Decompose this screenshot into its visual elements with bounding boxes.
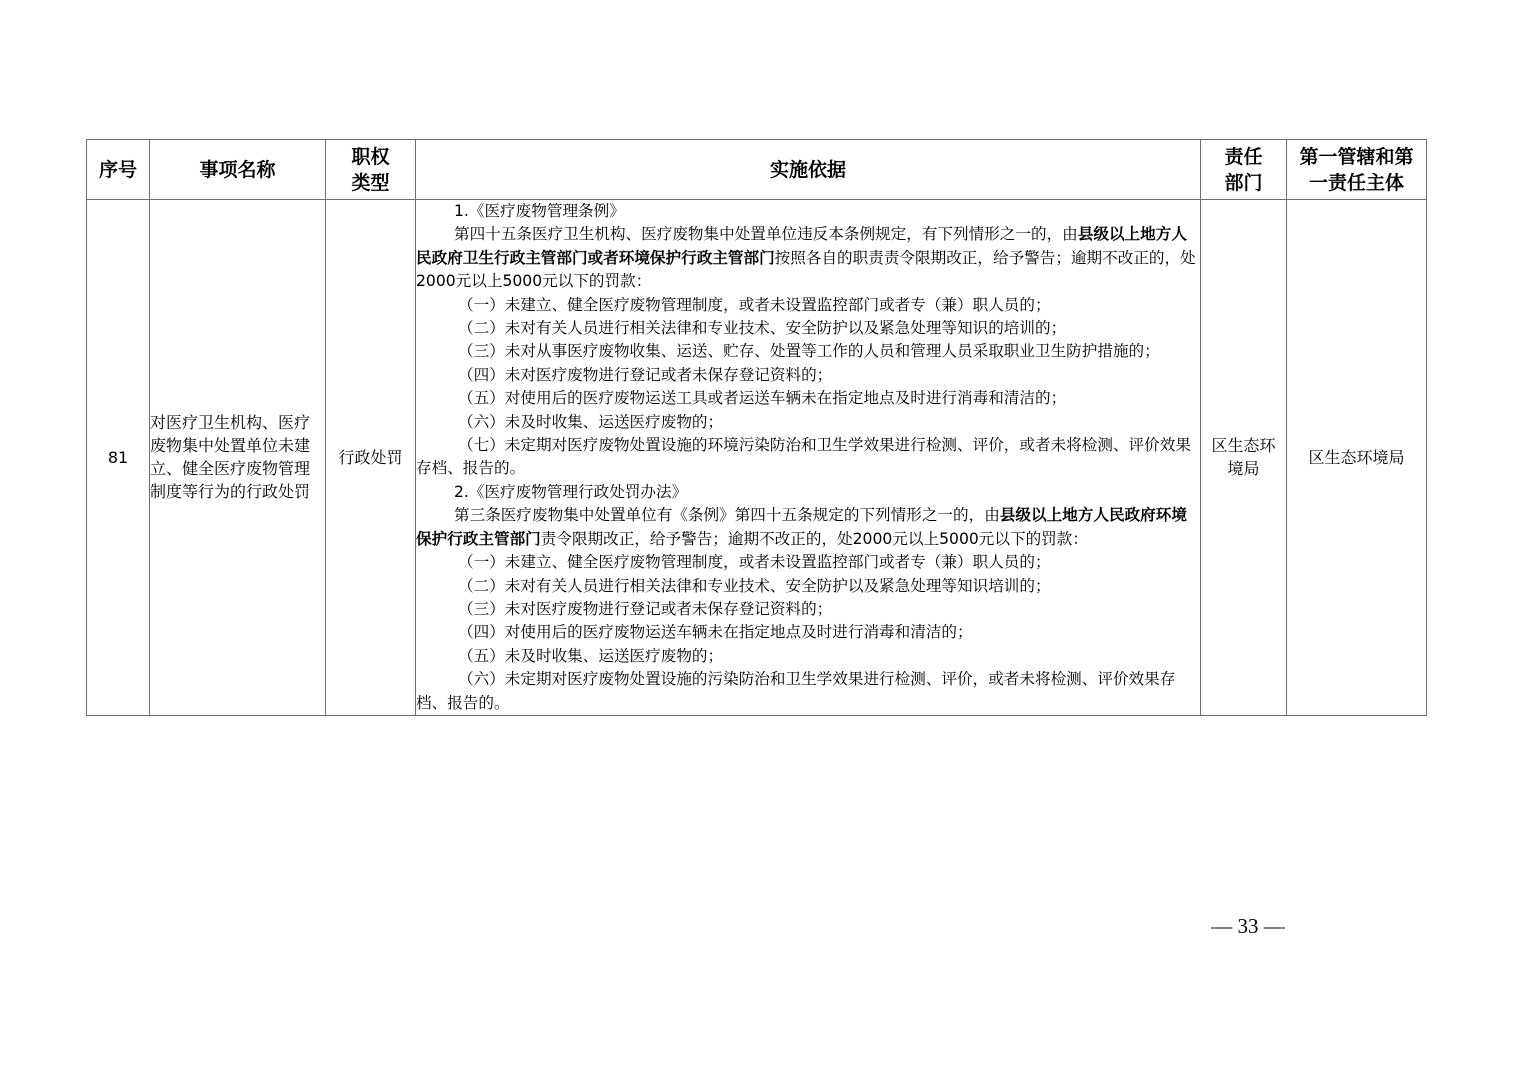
- table-row: [87, 200, 1427, 716]
- cell-power-type: 行政处罚: [326, 200, 416, 716]
- law1-item-7: （七）未定期对医疗废物处置设施的环境污染防治和卫生学效果进行检测、评价，或者未将检测、评价效果存档、报告的。: [416, 436, 1191, 478]
- cell-basis: [416, 200, 1201, 716]
- header-row: [87, 140, 1427, 200]
- law1-item-4: （四）未对医疗废物进行登记或者未保存登记资料的；: [458, 365, 833, 384]
- law2-article3-pre: 第三条医疗废物集中处置单位有《条例》第四十五条规定的下列情形之一的，由: [454, 506, 1000, 525]
- law1-article45-post: 按照各自的职责责令限期改正，给予警告；逾期不改正的，处2000元以上5000元以下的罚款：: [416, 248, 1196, 291]
- header-power-type: 职权类型: [326, 140, 416, 200]
- law1-title: 1.《医疗废物管理条例》: [454, 202, 625, 220]
- law1-item-1: （一）未建立、健全医疗废物管理制度，或者未设置监控部门或者专（兼）职人员的；: [458, 295, 1051, 314]
- cell-dept: 区生态环境局: [1201, 200, 1287, 716]
- header-seq: 序号: [87, 140, 150, 200]
- law2-article3: [416, 504, 1200, 551]
- header-basis: 实施依据: [416, 140, 1201, 200]
- law2-item-5: （五）未及时收集、运送医疗废物的；: [458, 646, 724, 665]
- cell-seq: 81: [87, 200, 150, 716]
- law2-item-3: （三）未对医疗废物进行登记或者未保存登记资料的；: [458, 599, 833, 618]
- law1-article45: [416, 223, 1200, 293]
- law1-item-2: （二）未对有关人员进行相关法律和专业技术、安全防护以及紧急处理等知识的培训的；: [458, 319, 1067, 338]
- law1-item-6: （六）未及时收集、运送医疗废物的；: [458, 412, 724, 431]
- law2-item-1: （一）未建立、健全医疗废物管理制度，或者未设置监控部门或者专（兼）职人员的；: [458, 553, 1051, 572]
- law2-article3-authority: 县级以上地方人民政府环境保护行政主管部门: [416, 506, 1187, 548]
- law2-article3-post: 责令限期改正，给予警告；逾期不改正的，处2000元以上5000元以下的罚款：: [540, 529, 1088, 548]
- cell-item-name: 对医疗卫生机构、医疗废物集中处置单位未建立、健全医疗废物管理制度等行为的行政处罚: [150, 200, 326, 716]
- law1-item-5: （五）对使用后的医疗废物运送工具或者运送车辆未在指定地点及时进行消毒和清洁的；: [458, 389, 1067, 408]
- law1-article45-authority: 县级以上地方人民政府卫生行政主管部门或者环境保护行政主管部门: [416, 225, 1187, 267]
- law2-item-6: （六）未定期对医疗废物处置设施的污染防治和卫生学效果进行检测、评价，或者未将检测、评价效果存档、报告的。: [416, 670, 1176, 712]
- header-dept: 责任部门: [1201, 140, 1287, 200]
- enforcement-table: [86, 139, 1427, 716]
- law1-item-3: （三）未对从事医疗废物收集、运送、贮存、处置等工作的人员和管理人员采取职业卫生防护措施的；: [458, 342, 1160, 361]
- law2-title: 2.《医疗废物管理行政处罚办法》: [454, 482, 688, 501]
- law2-item-4: （四）对使用后的医疗废物运送车辆未在指定地点及时进行消毒和清洁的；: [458, 623, 973, 642]
- law1-article45-pre: 第四十五条医疗卫生机构、医疗废物集中处置单位违反本条例规定，有下列情形之一的，由: [454, 225, 1078, 244]
- law2-item-2: （二）未对有关人员进行相关法律和专业技术、安全防护以及紧急处理等知识培训的；: [458, 576, 1051, 595]
- cell-first-subject: 区生态环境局: [1287, 200, 1427, 716]
- page-number: — 33 —: [1211, 914, 1285, 938]
- header-first-subject: 第一管辖和第一责任主体: [1287, 140, 1427, 200]
- header-item-name: 事项名称: [150, 140, 326, 200]
